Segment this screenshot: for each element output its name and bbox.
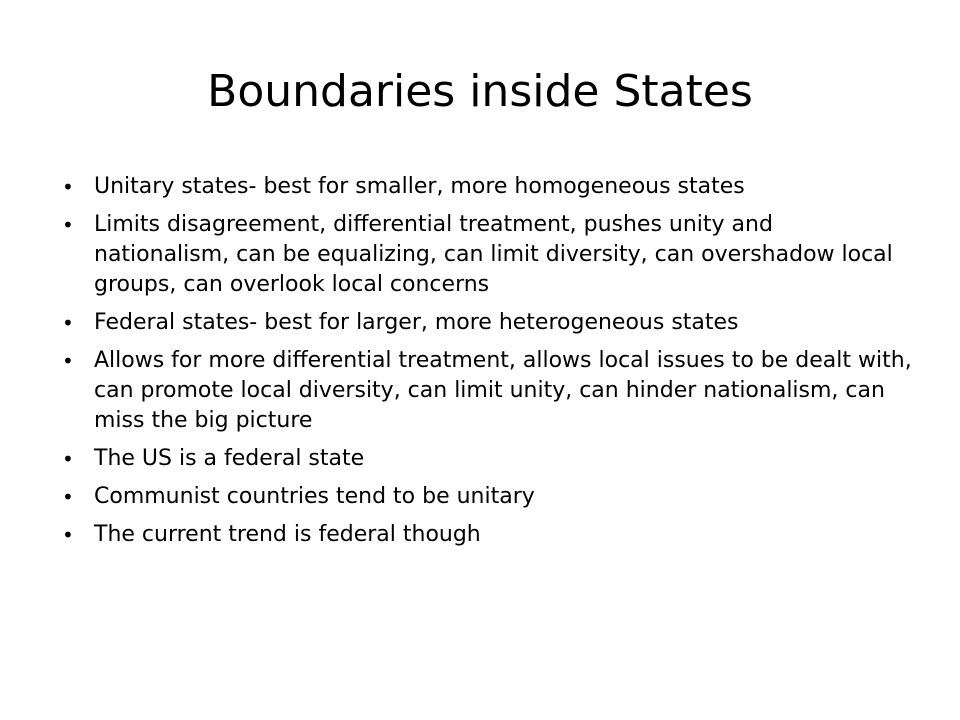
bullet-text: The current trend is federal though bbox=[94, 522, 481, 547]
bullet-text: Federal states- best for larger, more heterogeneous states bbox=[94, 310, 739, 335]
bullet-icon: • bbox=[62, 175, 74, 199]
bullet-item bbox=[62, 520, 912, 550]
bullet-item bbox=[62, 210, 912, 300]
bullet-list bbox=[62, 172, 912, 558]
bullet-text: Unitary states- best for smaller, more homogeneous states bbox=[94, 174, 745, 199]
bullet-item bbox=[62, 308, 912, 338]
bullet-text: Communist countries tend to be unitary bbox=[94, 484, 535, 509]
bullet-item bbox=[62, 482, 912, 512]
bullet-item bbox=[62, 444, 912, 474]
slide-title: Boundaries inside States bbox=[207, 66, 753, 117]
bullet-icon: • bbox=[62, 311, 74, 335]
bullet-icon: • bbox=[62, 523, 74, 547]
bullet-text: Allows for more differential treatment, allows local issues to be dealt with, can promote local diversity, can limit unity, can hinder nationalism, can miss the big picture bbox=[94, 348, 912, 433]
bullet-icon: • bbox=[62, 447, 74, 471]
bullet-icon: • bbox=[62, 485, 74, 509]
bullet-text: Limits disagreement, differential treatment, pushes unity and nationalism, can be equalizing, can limit diversity, can overshadow local groups, can overlook local concerns bbox=[94, 212, 893, 297]
bullet-item bbox=[62, 346, 912, 436]
bullet-item bbox=[62, 172, 912, 202]
bullet-icon: • bbox=[62, 213, 74, 237]
bullet-icon: • bbox=[62, 349, 74, 373]
bullet-text: The US is a federal state bbox=[94, 446, 365, 471]
